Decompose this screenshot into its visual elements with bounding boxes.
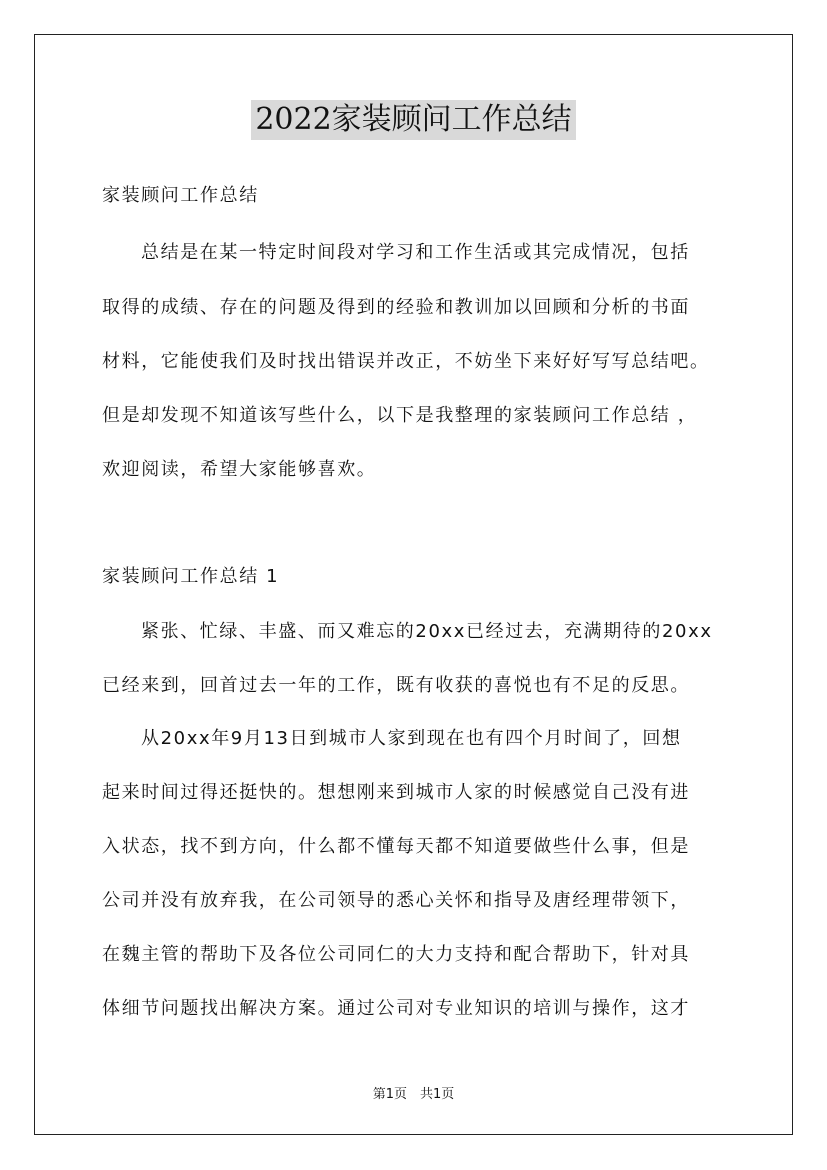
paragraph-line: 起来时间过得还挺快的。想想刚来到城市人家的时候感觉自己没有进 (102, 782, 690, 803)
paragraph-line: 公司并没有放弃我，在公司领导的悉心关怀和指导及唐经理带领下， (102, 890, 690, 911)
intro-line: 但是却发现不知道该写些什么，以下是我整理的家装顾问工作总结 ， (102, 405, 698, 426)
paragraph-line: 已经来到，回首过去一年的工作，既有收获的喜悦也有不足的反思。 (102, 675, 690, 696)
intro-line: 取得的成绩、存在的问题及得到的经验和教训加以回顾和分析的书面 (102, 297, 690, 318)
document-title: 2022家装顾问工作总结 (251, 100, 575, 140)
intro-line: 材料，它能使我们及时找出错误并改正，不妨坐下来好好写写总结吧。 (102, 351, 710, 372)
page-number: 第1页 共1页 (372, 1087, 455, 1102)
intro-line: 总结是在某一特定时间段对学习和工作生活或其完成情况，包括 (141, 242, 690, 263)
paragraph-line: 紧张、忙绿、丰盛、而又难忘的20xx已经过去，充满期待的20xx (141, 621, 713, 642)
paragraph-line: 在魏主管的帮助下及各位公司同仁的大力支持和配合帮助下，针对具 (102, 944, 690, 965)
paragraph-line: 从20xx年9月13日到城市人家到现在也有四个月时间了，回想 (141, 728, 682, 749)
paragraph-line: 入状态，找不到方向，什么都不懂每天都不知道要做些什么事，但是 (102, 836, 690, 857)
section-heading: 家装顾问工作总结 1 (102, 566, 280, 587)
intro-line: 欢迎阅读，希望大家能够喜欢。 (102, 459, 377, 480)
paragraph-line: 体细节问题找出解决方案。通过公司对专业知识的培训与操作，这才 (102, 998, 690, 1019)
section-heading: 家装顾问工作总结 (102, 185, 259, 206)
